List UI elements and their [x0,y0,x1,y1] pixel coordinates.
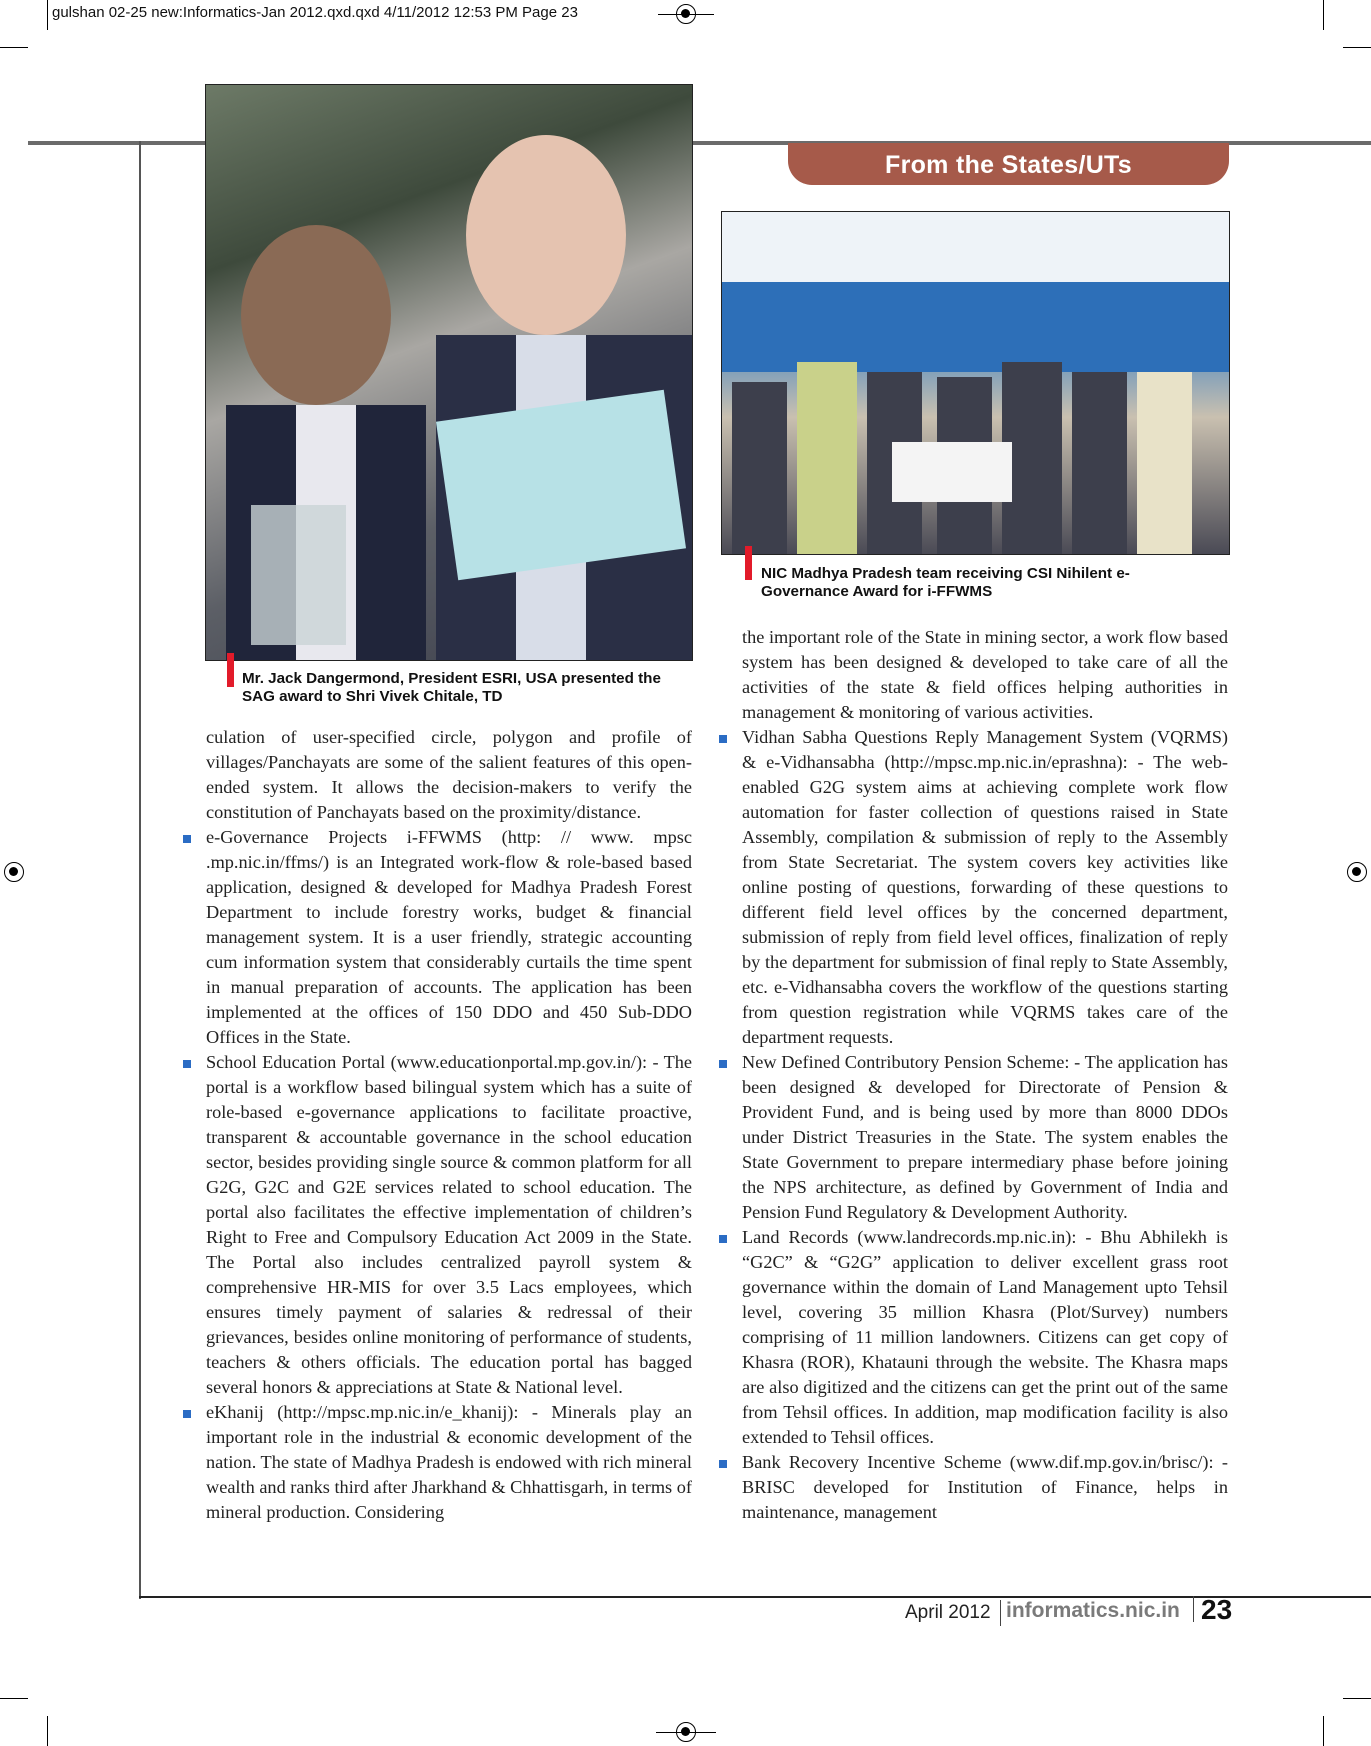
list-item-text: Land Records (www.landrecords.mp.nic.in): - Bhu Abhilekh is “G2C” & “G2G” application to deliver excellent grass root governance within the domain of Land Management upto Tehsil level, covering 35 million Khasra (Plot/Survey) numbers comprising of 11 million landowners. Citizens can get copy of Khasra (ROR), Khatauni through the website. The Khasra maps are also digitized and the citizens can get the print out of the same from Tehsil offices. In addition, map modification facility is also extended to Tehsil offices. [742,1227,1228,1447]
bullet-icon [719,1060,727,1068]
printer-slug: gulshan 02-25 new:Informatics-Jan 2012.qxd.qxd 4/11/2012 12:53 PM Page 23 [52,4,578,21]
list-item-text: Vidhan Sabha Questions Reply Management System (VQRMS) & e-Vidhansabha (http://mpsc.mp.nic.in/eprashna): - The web-enabled G2G system aims at achieving complete work flow automation for faster collection of questions raised in State Assembly, compilation & submission of reply to the Assembly from State Secretariat. The system covers key activities like online posting of questions, forwarding of these questions to different field level offices by the concerned department, submission of reply from field level offices, finalization of reply by the department for submission of final reply to State Assembly, etc. e-Vidhansabha covers the workflow of the questions starting from question registration while VQRMS takes care of the department requests. [742,727,1228,1047]
caption-marker [745,546,752,580]
paragraph: the important role of the State in mining sector, a work flow based system has been designed & developed to take care of all the activities of the state & field offices helping authorities in management & monitoring of various activities. [742,627,1228,722]
footer-date: April 2012 [905,1602,991,1623]
award-photo-esri [205,84,693,661]
registration-mark-icon [4,862,24,882]
list-item-text: New Defined Contributory Pension Scheme: - The application has been designed & developed for Directorate of Pension & Provident Fund, and is being used by more than 8000 DDOs under District Treasuries in the State. The system enables the State Government to prepare intermediary phase before joining the NPS architecture, as defined by Government of India and Pension Fund Regulatory & Development Authority. [742,1052,1228,1222]
list-item [742,1050,1228,1225]
footer-site: informatics.nic.in [1006,1599,1180,1622]
crop-mark [1343,1698,1371,1699]
footer-divider [1000,1600,1001,1626]
bullet-icon [183,1410,191,1418]
award-photo-csi [721,211,1230,555]
crop-mark [0,47,28,48]
crop-mark [0,1698,28,1699]
list-item [742,1225,1228,1450]
left-rule [139,141,141,1599]
paragraph: culation of user-specified circle, polygon and profile of villages/Panchayats are some of the salient features of this open-ended system. It allows the decision-makers to verify the constitution of Panchayats based on the proximity/distance. [206,727,692,822]
list-item [742,725,1228,1050]
caption-marker [227,653,234,687]
list-item [206,825,692,1050]
registration-line [658,14,714,15]
footer-rule [139,1596,1371,1598]
page-number: 23 [1201,1594,1233,1625]
registration-mark-icon [1347,862,1367,882]
list-item [206,1050,692,1400]
crop-mark [47,1716,48,1746]
photo2-caption: NIC Madhya Pradesh team receiving CSI Nihilent e-Governance Award for i-FFWMS [761,565,1130,600]
bullet-icon [719,1460,727,1468]
section-tab: From the States/UTs [788,143,1229,185]
list-item [742,1450,1228,1525]
crop-mark [1323,1716,1324,1746]
right-column [742,625,1228,1525]
left-column [206,725,692,1525]
list-item [206,1400,692,1525]
photo-placeholder-image [206,85,692,660]
crop-mark [47,0,48,30]
photo1-caption: Mr. Jack Dangermond, President ESRI, USA presented the SAG award to Shri Vivek Chitale, TD [242,670,661,705]
footer-divider [1193,1596,1194,1622]
list-item-text: School Education Portal (www.educationportal.mp.gov.in/): - The portal is a workflow based bilingual system which has a suite of role-based e-governance applications to facilitate proactive, transparent & accountable governance in the school education sector, besides providing single source & common platform for all G2G, G2C and G2E services related to school education. The portal also facilitates the effective implementation of children’s Right to Free and Compulsory Education Act 2009 in the State. The Portal also includes centralized payroll system & comprehensive HR-MIS for over 3.5 Lacs employees, which ensures timely payment of salaries & redressal of their grievances, besides online monitoring of performance of students, teachers & others officials. The education portal has bagged several honors & appreciations at State & National level. [206,1052,692,1397]
photo-placeholder-image [722,212,1229,554]
crop-mark [1343,47,1371,48]
list-item-text: eKhanij (http://mpsc.mp.nic.in/e_khanij): - Minerals play an important role in the industrial & economic development of the nation. The state of Madhya Pradesh is endowed with rich mineral wealth and ranks third after Jharkhand & Chhattisgarh, in terms of mineral production. Considering [206,1402,692,1522]
list-item-text: e-Governance Projects i-FFWMS (http: // www. mpsc .mp.nic.in/ffms/) is an Integrated work-flow & role-based based application, designed & developed for Madhya Pradesh Forest Department to include forestry works, budget & financial management system. It is a user friendly, strategic accounting cum information system that considerably curtails the time spent in manual preparation of accounts. The application has been implemented at the offices of 150 DDO and 450 Sub-DDO Offices in the State. [206,827,692,1047]
bullet-icon [183,835,191,843]
bullet-icon [183,1060,191,1068]
bullet-icon [719,1235,727,1243]
crop-mark [1323,0,1324,30]
bullet-icon [719,735,727,743]
list-item-text: Bank Recovery Incentive Scheme (www.dif.mp.gov.in/brisc/): - BRISC developed for Institution of Finance, helps in maintenance, management [742,1452,1228,1522]
registration-line [656,1732,716,1733]
